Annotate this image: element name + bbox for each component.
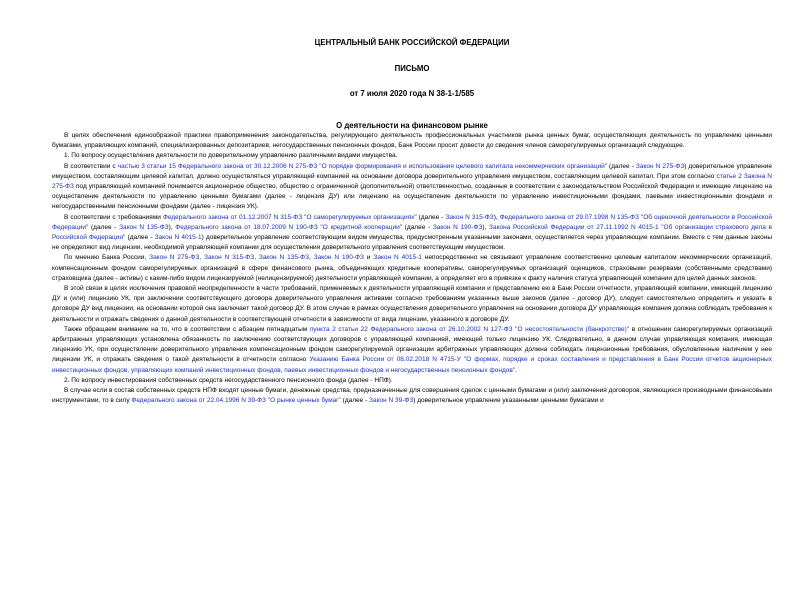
paragraph-text: Также обращаем внимание на то, что в соответствии с абзацем пятнадцатым xyxy=(64,325,310,333)
document-date-number: от 7 июля 2020 года N 38-1-1/585 xyxy=(349,89,475,98)
legal-reference-link[interactable]: Закон N 135-ФЗ xyxy=(119,223,169,231)
paragraph-text: (далее - xyxy=(402,223,433,231)
paragraph-text: В соответствии с xyxy=(64,162,118,170)
legal-reference-link[interactable]: Закон N 4015-1 xyxy=(154,234,202,242)
legal-reference-link[interactable]: Закон N 135-ФЗ xyxy=(258,254,310,262)
paragraph-text: ) доверительное управление указанными ценными бумагами и xyxy=(413,397,604,405)
legal-reference-link[interactable]: Федерального закона от 22.04.1996 N 39-ФЗ "О рынке ценных бумаг" xyxy=(131,397,341,405)
paragraph-section-2-heading xyxy=(52,376,772,386)
paragraph-text: ), xyxy=(493,213,500,221)
paragraph-text: ), xyxy=(168,223,176,231)
paragraph-text: (далее - xyxy=(340,397,370,405)
paragraph-text: ), xyxy=(482,223,490,231)
paragraph-text: В этой связи в целях исключения правовой неопределенности в части требований, применяемых к деятельности управляющей компании и представлению ею в Банк России отчетности, управляющей компании, имеющей лицензию ДУ и (или) лицензию УК, при заключении соответствующего договора доверительного управления активами согласно требованиям указанных выше законов (далее - договор ДУ), следует самостоятельно определить и указать в договоре ДУ вид лицензии, на основании которой она заключает такой договор ДУ. В этом случае в рамках осуществления доверительного управления на основании договора ДУ управляющая компания должна соблюдать требования к деятельности и отражать сведения о данной деятельности в соответствующей отчетности в зависимости от вида лицензии, указанного в договоре ДУ. xyxy=(52,285,772,323)
paragraph-text: (далее - xyxy=(416,213,446,221)
legal-reference-link[interactable]: пункта 2 статьи 22 Федерального закона от 26.10.2002 N 127-ФЗ "О несостоятельности (банкротстве)" xyxy=(309,325,630,333)
paragraph-text: (далее - xyxy=(607,162,636,170)
organization-name: ЦЕНТРАЛЬНЫЙ БАНК РОССИЙСКОЙ ФЕДЕРАЦИИ xyxy=(314,38,510,47)
legal-reference-link[interactable]: частью 3 статьи 15 Федерального закона от 30.12.2006 N 275-ФЗ "О порядке формирования и использования целевого капитала некоммерческих организаций" xyxy=(117,162,608,170)
document-type: ПИСЬМО xyxy=(394,64,430,73)
legal-reference-link[interactable]: Федерального закона от 01.12.2007 N 315-ФЗ "О саморегулируемых организациях" xyxy=(162,213,417,221)
legal-reference-link[interactable]: Федерального закона от 29.07.1998 N 135-ФЗ "Об оценочной деятельности в Российской Федерации" xyxy=(52,213,772,231)
paragraph-text: В случае если в состав собственных средств НПФ входят ценные бумаги, денежные средства, предназначенные для совершения сделок с ценными бумагами и (или) заключения договоров, являющихся производными финансовыми инструментами, то в силу xyxy=(52,387,772,405)
legal-reference-link[interactable]: Указанию Банка России от 08.02.2018 N 4715-У "О формах, порядке и сроках составления и представления в Банк России отчетов акционерных инвестиционных фондов, управляющих компаний инвестиционных фондов, паевых инвестиционных фондов и негосударственных пенсионных фондов" xyxy=(52,356,772,374)
paragraph-text: , xyxy=(309,254,314,262)
paragraph-text: В целях обеспечения единообразной практики правоприменения законодательства, регулирующего деятельность профессиональных участников рынка ценных бумаг, осуществляющих деятельность по управлению ценными бумагами, управляющих компаний, специализированных депозитариев, негосударственных пенсионных фондов, Банк России просит довести до сведения членов саморегулируемых организаций следующее. xyxy=(52,132,772,150)
legal-reference-link[interactable]: Закон N 315-ФЗ xyxy=(204,254,255,262)
legal-reference-link[interactable]: статье 2 Закона N 275-ФЗ xyxy=(52,172,772,191)
paragraph-text: 1. По вопросу осуществления деятельности по доверительному управлению различными видами имущества. xyxy=(64,152,398,160)
document-subject: О деятельности на финансовом рынке xyxy=(336,121,488,130)
legal-reference-link[interactable]: Закон N 190-ФЗ xyxy=(313,254,364,262)
paragraph-intro xyxy=(52,131,772,151)
document-body xyxy=(52,131,772,406)
legal-reference-link[interactable]: Закон N 190-ФЗ xyxy=(432,223,483,231)
paragraph-text: ) доверительное управление имуществом, составляющим целевой капитал, должно осуществляться управляющей компанией на основании договора доверительного управления имуществом, составляющим целевой капитал. При этом согласно xyxy=(52,162,773,180)
paragraph-text: (далее - xyxy=(125,234,155,242)
legal-reference-link[interactable]: Закон N 275-ФЗ xyxy=(149,254,200,262)
paragraph-text: и xyxy=(363,254,374,262)
paragraph-text: непосредственно не связывают управление соответственно целевым капиталом некоммерческих организаций, компенсационным фондом саморегулируемых организаций в сфере финансового рынка, объединяющих кредитные кооперативы, саморегулируемых организаций оценщиков, страховыми резервами (собственными средствами) страховщика (далее - активы) с каким-либо видом лицензируемой (нелицензируемой) деятельности управляющей компании, а определяет его в привязке к факту наличия статуса управляющей компании для целей данных законов. xyxy=(52,254,772,282)
paragraph-text: 2. По вопросу инвестирования собственных средств негосударственного пенсионного фонда (далее - НПФ). xyxy=(64,376,393,384)
legal-reference-link[interactable]: Закон N 4015-1 xyxy=(373,254,422,262)
paragraph-bankruptcy xyxy=(52,325,772,376)
legal-reference-link[interactable]: Закон N 275-ФЗ xyxy=(635,162,685,170)
paragraph-bank-opinion xyxy=(52,253,772,284)
paragraph-text: В соответствии с требованиями xyxy=(64,213,163,221)
paragraph-npf-funds xyxy=(52,386,772,406)
paragraph-text: под управляющей компанией понимается акционерное общество, общество с ограниченной (дополнительной) ответственностью, созданные в соответствии с законодательством Российской Федерации и имеющие лицензию на осуществление деятельности по управлению ценными бумагами (далее - лицензия ДУ) или лицензию на осуществление деятельности по управлению инвестиционными фондами, паевыми инвестиционными фондами и негосударственными пенсионными фондами (далее - лицензия УК). xyxy=(52,183,772,211)
paragraph-legal-uncertainty xyxy=(52,284,772,325)
legal-reference-link[interactable]: Закона Российской Федерации от 27.11.1992 N 4015-1 "Об организации страхового дела в Российской Федерации" xyxy=(52,223,772,242)
paragraph-text: , xyxy=(254,254,259,262)
paragraph-text: в отношении саморегулируемых организаций арбитражных управляющих установлена обязанность по заключению соответствующих договоров с управляющей компанией, имеющей только лицензию УК. Следовательно, в данном случае управляющая компания, имеющая лицензию УК, при осуществлении доверительного управления компенсационным фондом саморегулируемой организации арбитражных управляющих должна соблюдать лицензионные требования, обусловленные наличием у нее лицензии УК, и отражать сведения о такой деятельности в отчетности согласно xyxy=(52,325,772,364)
paragraph-275fz xyxy=(52,162,772,213)
paragraph-text: (далее - xyxy=(88,223,120,231)
legal-reference-link[interactable]: Федерального закона от 18.07.2009 N 190-ФЗ "О кредитной кооперации" xyxy=(175,223,403,231)
paragraph-text: По мнению Банка России, xyxy=(64,254,150,262)
legal-reference-link[interactable]: Закон N 39-ФЗ xyxy=(369,397,414,405)
paragraph-text: . xyxy=(515,366,517,374)
document-page xyxy=(0,38,807,609)
paragraph-text: , xyxy=(199,254,205,262)
paragraph-text: ) доверительное управление соответствующим видом имущества, предусмотренным указанными законами, осуществляется через управляющие компании. Вместе с тем данные законы не определяют вид лицензии, необходимой управляющей компании для осуществления доверительного управления соответствующим имуществом. xyxy=(52,234,772,252)
paragraph-section-1-heading xyxy=(52,151,772,161)
legal-reference-link[interactable]: Закон N 315-ФЗ xyxy=(445,213,494,221)
paragraph-laws-requirements xyxy=(52,213,772,254)
